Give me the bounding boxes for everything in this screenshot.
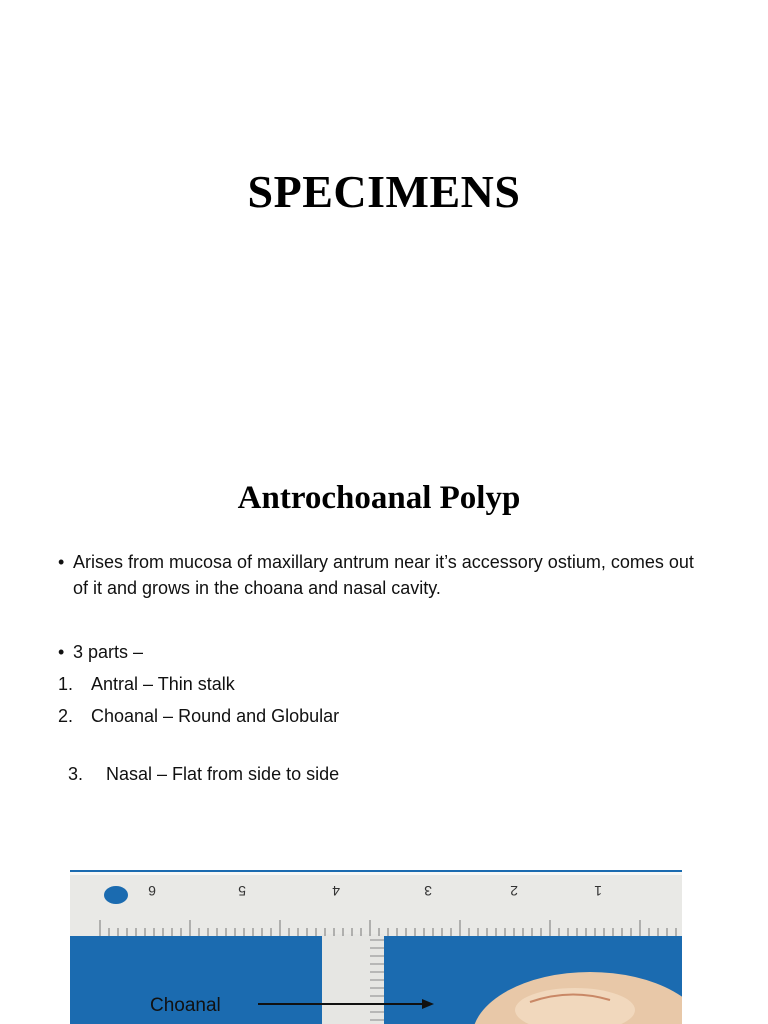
numbered-item (58, 703, 339, 729)
item-text: Antral – Thin stalk (91, 674, 235, 694)
ruler-number: 2 (510, 883, 518, 899)
ruler-number: 4 (332, 883, 340, 899)
numbered-item (58, 671, 235, 697)
item-text: Choanal – Round and Globular (91, 706, 340, 726)
section-title: Antrochoanal Polyp (237, 480, 521, 516)
bullet-icon: • (58, 552, 65, 572)
ruler-number: 6 (148, 883, 156, 899)
item-number: 1. (58, 674, 74, 694)
item-text: Nasal – Flat from side to side (101, 764, 340, 784)
item-number: 3. (68, 764, 84, 784)
ruler-horizontal (70, 872, 682, 936)
choanal-label: Choanal (150, 995, 221, 1016)
bullet-item (58, 639, 698, 665)
bullet-item (58, 549, 698, 601)
bullet-text: 3 parts – (73, 642, 144, 662)
ruler-hole (104, 886, 128, 904)
item-number: 2. (58, 706, 74, 726)
specimen-photo-graphic (70, 870, 682, 1024)
ruler-number: 3 (424, 883, 432, 899)
bullet-text: Arises from mucosa of maxillary antrum near it’s accessory ostium, comes out of it and grows in the choana and nasal cavity. (73, 552, 694, 598)
numbered-item (58, 735, 339, 787)
bullet-icon: • (58, 642, 65, 662)
ruler-number: 1 (594, 883, 602, 899)
slide-title: SPECIMENS (247, 166, 521, 217)
specimen-photo (70, 870, 682, 1024)
ruler-number: 5 (238, 883, 246, 899)
